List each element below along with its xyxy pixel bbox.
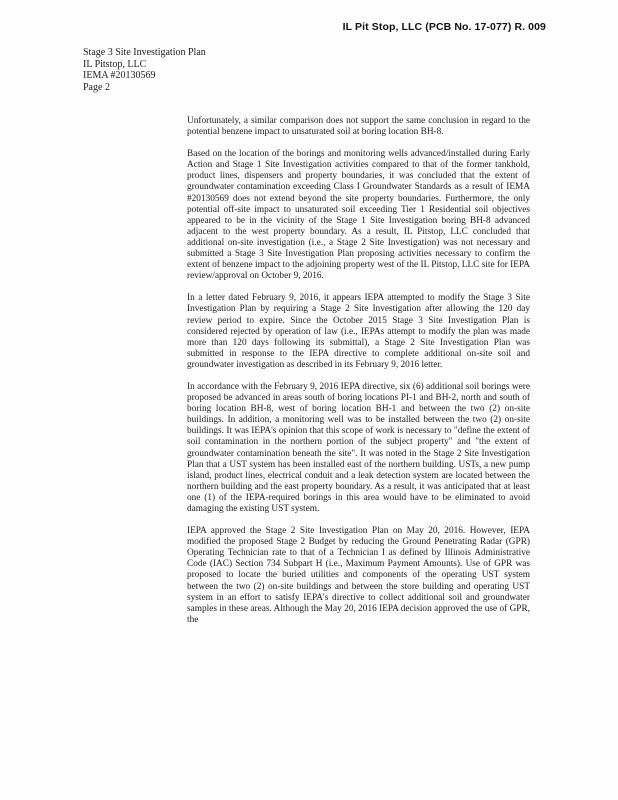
header-title: Stage 3 Site Investigation Plan [83,47,206,58]
paragraph-4: In accordance with the February 9, 2016 IEPA directive, six (6) additional soil borings were proposed be advanced in areas south of boring locations PI-1 and BH-2, north and south of boring location BH-8, west of boring location BH-1 and between the two (2) on-site buildings. In addition, a monitoring well was to be installed between the two (2) on-site buildings. It was IEPA's opinion that this scope of work is necessary to "define the extent of soil contamination in the northern portion of the subject property" and "the extent of groundwater contamination beneath the site". It was noted in the Stage 2 Site Investigation Plan that a UST system has been installed east of the northern building. USTs, a new pump island, product lines, electrical conduit and a leak detection system are located between the northern building and the east property boundary. As a result, it was anticipated that at least one (1) of the IEPA-required borings in this area would have to be eliminated to avoid damaging the existing UST system. [187,381,530,514]
paragraph-1: Unfortunately, a similar comparison does not support the same conclusion in regard to the potential benzene impact to unsaturated soil at boring location BH-8. [187,116,530,138]
header-page-number: Page 2 [83,81,110,93]
paragraph-3: In a letter dated February 9, 2016, it appears IEPA attempted to modify the Stage 3 Site Investigation Plan by requiring a Stage 2 Site Investigation after allowing the 120 day review period to expire. Since the October 2015 Stage 3 Site Investigation Plan is considered rejected by operation of law (i.e., IEPAs attempt to modify the plan was made more than 120 days following its submittal), a Stage 2 Site Investigation Plan was submitted in response to the IEPA directive to complete additional on-site soil and groundwater investigation as described in its February 9, 2016 letter. [187,293,530,370]
header-incident-number: IEMA #20130569 [83,70,156,81]
header-company: IL Pitstop, LLC [83,58,147,70]
body-text [187,116,530,637]
exhibit-stamp: IL Pit Stop, LLC (PCB No. 17-077) R. 009 [342,21,546,33]
letter-header [83,47,206,93]
paragraph-5: IEPA approved the Stage 2 Site Investigation Plan on May 20, 2016. However, IEPA modified the proposed Stage 2 Budget by reducing the Ground Penetrating Radar (GPR) Operating Technician rate to that of a Technician I as defined by Illinois Administrative Code (IAC) Section 734 Subpart H (i.e., Maximum Payment Amounts). Use of GPR was proposed to locate the buried utilities and components of the operating UST system between the two (2) on-site buildings and between the store building and operating UST system in an effort to satisfy IEPA's directive to collect additional soil and groundwater samples in these areas. Although the May 20, 2016 IEPA decision approved the use of GPR, the [187,526,530,625]
paragraph-2: Based on the location of the borings and monitoring wells advanced/installed during Early Action and Stage 1 Site Investigation activities compared to that of the former tankhold, product lines, dispensers and property boundaries, it was concluded that the extent of groundwater contamination exceeding Class I Groundwater Standards as a result of IEMA #20130569 does not extend beyond the site property boundaries. Furthermore, the only potential off-site impact to unsaturated soil exceeding Tier 1 Residential soil objectives appeared to be in the vicinity of the Stage 1 Site Investigation boring BH-8 advanced adjacent to the west property boundary. As a result, IL Pitstop, LLC concluded that additional on-site investigation (i.e., a Stage 2 Site Investigation) was not necessary and submitted a Stage 3 Site Investigation Plan proposing activities necessary to confirm the extent of benzene impact to the adjoining property west of the IL Pitstop, LLC site for IEPA review/approval on October 9, 2016. [187,149,530,282]
